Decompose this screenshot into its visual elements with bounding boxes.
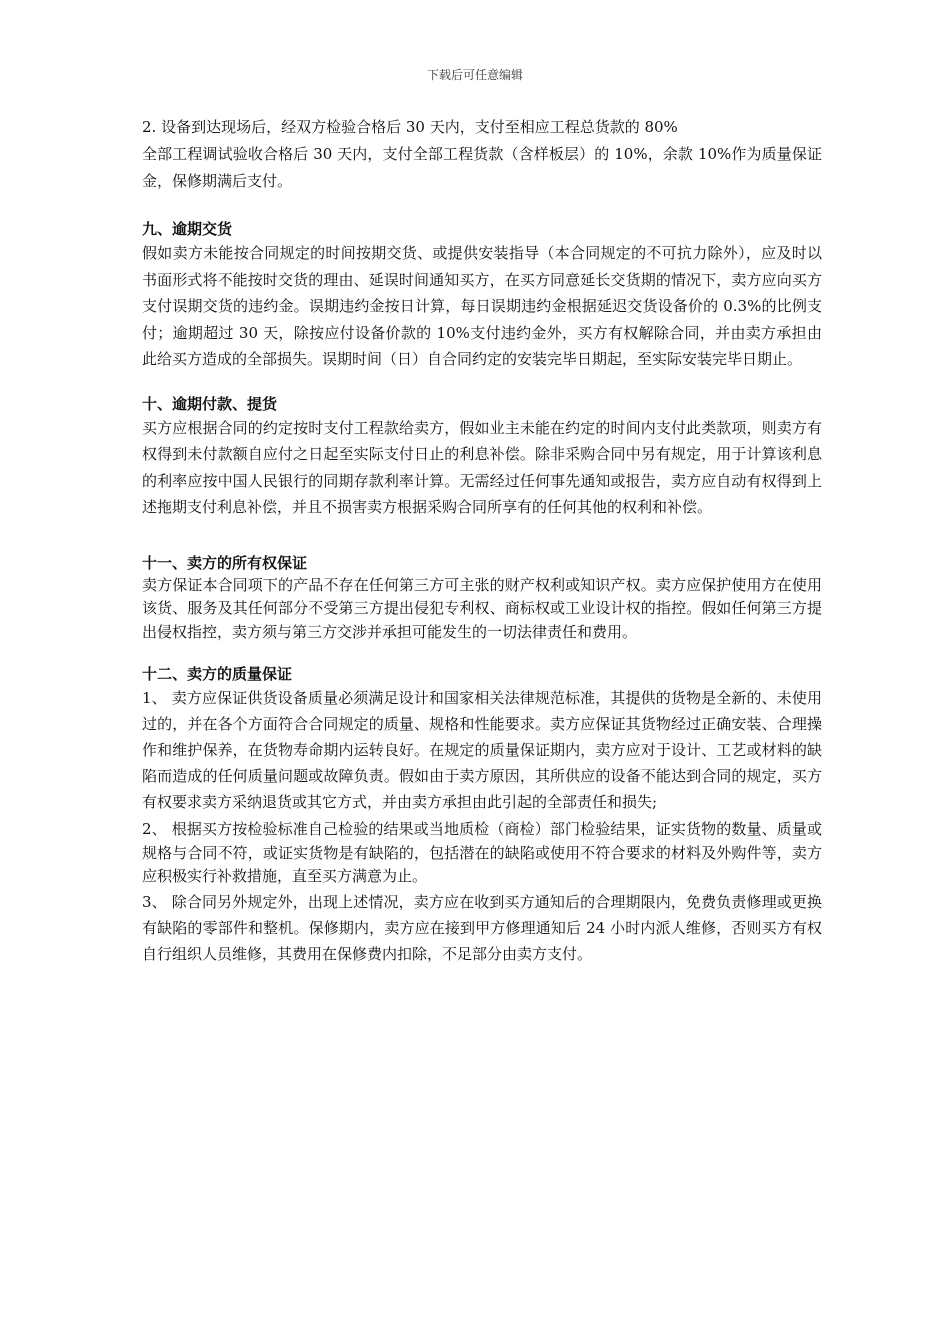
section-12-item-2: 2、 根据买方按检验标准自己检验的结果或当地质检（商检）部门检验结果，证实货物的数量、质量或规格与合同不符，或证实货物是有缺陷的，包括潜在的缺陷或使用不符合要求的材料及外购件等，卖方应积极实行补救措施，直至买方满意为止。 — [142, 820, 822, 885]
section-11-title: 十一、卖方的所有权保证 — [142, 553, 308, 572]
section-10-body: 买方应根据合同的约定按时支付工程款给卖方，假如业主未能在约定的时间内支付此类款项，则卖方有权得到未付款额自应付之日起至实际支付日止的利息补偿。除非采购合同中另有规定，用于计算该利息的利率应按中国人民银行的同期存款利率计算。无需经过任何事先通知或报告，卖方应自动有权得到上述拖期支付利息补偿，并且不损害卖方根据采购合同所享有的任何其他的权利和补偿。 — [142, 418, 822, 516]
section-9-body: 假如卖方未能按合同规定的时间按期交货、或提供安装指导（本合同规定的不可抗力除外），应及时以书面形式将不能按时交货的理由、延误时间通知买方，在买方同意延长交货期的情况下，卖方应向买方支付误期交货的违约金。误期违约金按日计算，每日误期违约金根据延迟交货设备价的 0.3%的比例支付；逾期超过 30 天，除按应付设备价款的 10%支付违约金外，买方有权解除合同，并由卖方承担由此给买方造成的全部损失。误期时间（日）自合同约定的安装完毕日期起，至实际安装完毕日期止。 — [142, 244, 822, 368]
section-12-title: 十二、卖方的质量保证 — [142, 665, 293, 683]
section-12-item-3: 3、 除合同另外规定外，出现上述情况，卖方应在收到买方通知后的合理期限内，免费负责修理或更换有缺陷的零部件和整机。保修期内，卖方应在接到甲方修理通知后 24 小时内派人维修，否则买方有权自行组织人员维修，其费用在保修费内扣除，不足部分由卖方支付。 — [142, 892, 822, 963]
section-12-item-1: 1、 卖方应保证供货设备质量必须满足设计和国家相关法律规范标准，其提供的货物是全新的、未使用过的，并在各个方面符合合同规定的质量、规格和性能要求。卖方应保证其货物经过正确安装、合理操作和维护保养，在货物寿命期内运转良好。在规定的质量保证期内，卖方应对于设计、工艺或材料的缺陷而造成的任何质量问题或故障负责。假如由于卖方原因，其所供应的设备不能达到合同的规定，买方有权要求卖方采纳退货或其它方式，并由卖方承担由此引起的全部责任和损失; — [142, 689, 822, 811]
payment-item-2: 2. 设备到达现场后，经双方检验合格后 30 天内，支付至相应工程总货款的 80% — [142, 118, 678, 136]
payment-item-3: 全部工程调试验收合格后 30 天内，支付全部工程货款（含样板层）的 10%，余款 10%作为质量保证金，保修期满后支付。 — [142, 145, 822, 190]
section-9-title: 九、逾期交货 — [142, 220, 233, 238]
section-11-body: 卖方保证本合同项下的产品不存在任何第三方可主张的财产权利或知识产权。卖方应保护使用方在使用该货、服务及其任何部分不受第三方提出侵犯专利权、商标权或工业设计权的指控。假如任何第三方提出侵权指控，卖方须与第三方交涉并承担可能发生的一切法律责任和费用。 — [142, 575, 822, 641]
section-10-title: 十、逾期付款、提货 — [142, 394, 278, 413]
document-body — [142, 114, 822, 967]
page-header: 下载后可任意编辑 — [426, 68, 523, 82]
